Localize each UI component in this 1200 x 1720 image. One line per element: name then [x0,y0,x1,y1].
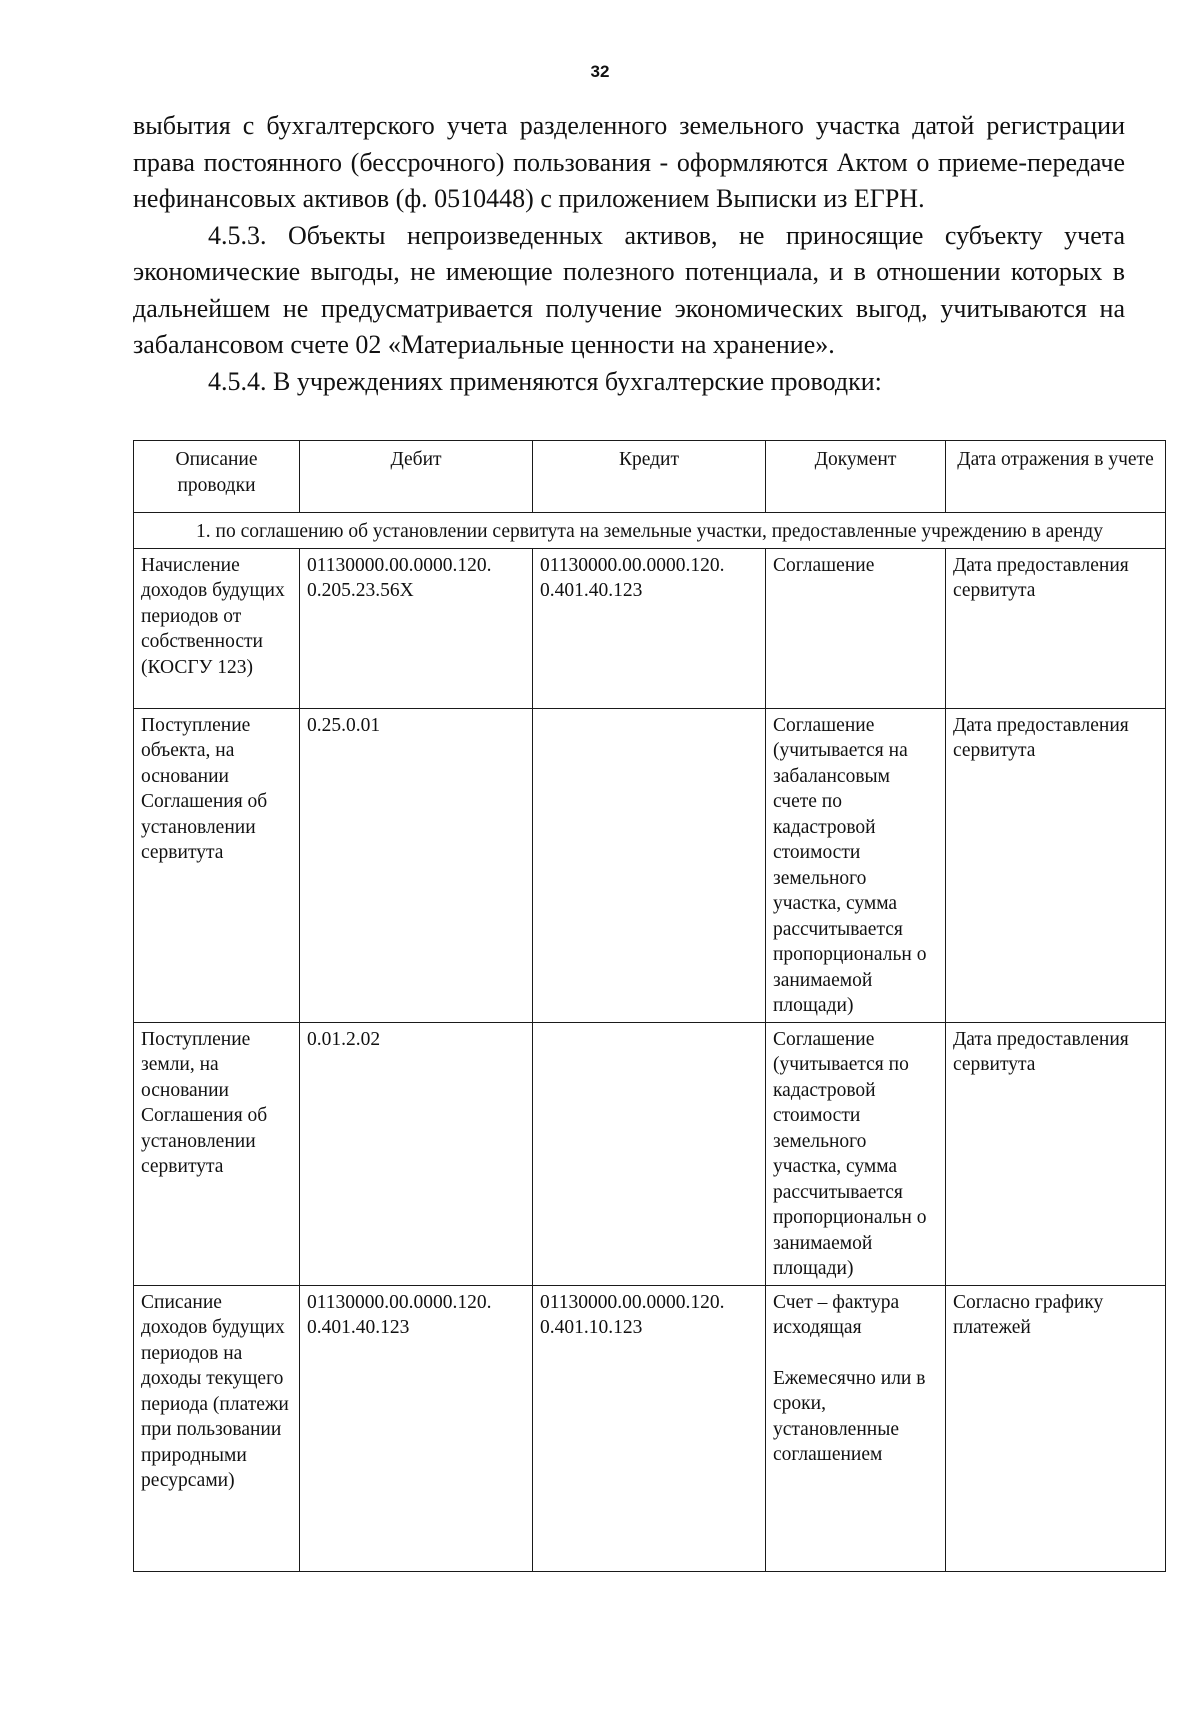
row-description: Поступление объекта, на основании Соглашения об установлении сервитута [134,708,300,1022]
postings-table [133,440,1166,1572]
row-date: Дата предоставления сервитута [946,548,1166,708]
row-credit: 01130000.00.0000.120. 0.401.40.123 [533,548,766,708]
row-document: Счет – фактура исходящая [773,1291,900,1338]
page-number: 32 [590,62,610,81]
header-credit: Кредит [533,441,766,513]
header-debit: Дебит [300,441,533,513]
row-description: Списание доходов будущих периодов на доходы текущего периода (платежи при пользовании природными ресурсами) [134,1285,300,1571]
table-header-row [134,441,1166,513]
row-document: Соглашение [766,548,946,708]
table-row [134,548,1166,708]
row-document: Соглашение (учитывается по кадастровой стоимости земельного участка, сумма рассчитывается пропорциональн о занимаемой площади) [766,1022,946,1285]
header-document: Документ [766,441,946,513]
row-credit [533,708,766,1022]
header-description: Описание проводки [134,441,300,513]
row-document: Соглашение (учитывается на забалансовым счете по кадастровой стоимости земельного участка, сумма рассчитывается пропорциональн о занимаемой площади) [766,708,946,1022]
paragraph-1: выбытия с бухгалтерского учета разделенного земельного участка датой регистрации права постоянного (бессрочного) пользования - оформляются Актом о приеме-передаче нефинансовых активов (ф. 0510448) с приложением Выписки из ЕГРН. [133,111,1125,213]
row-date: Дата предоставления сервитута [946,708,1166,1022]
postings-table-wrapper [133,440,1165,1572]
header-date: Дата отражения в учете [946,441,1166,513]
paragraph-2: 4.5.3. Объекты непроизведенных активов, не приносящие субъекту учета экономические выгоды, не имеющие полезного потенциала, и в отношении которых в дальнейшем не предусматривается получение экономических выгод, учитываются на забалансовом счете 02 «Материальные ценности на хранение». [133,220,1125,359]
row-debit: 01130000.00.0000.120. 0.401.40.123 [300,1285,533,1571]
row-debit: 0.01.2.02 [300,1022,533,1285]
section-title: 1. по соглашению об установлении сервитута на земельные участки, предоставленные учреждению в аренду [134,513,1166,549]
body-text [133,108,1125,400]
row-date: Согласно графику платежей [946,1285,1166,1571]
table-row [134,708,1166,1022]
row-document-note: Ежемесячно или в сроки, установленные соглашением [773,1367,926,1465]
row-debit: 01130000.00.0000.120. 0.205.23.56Х [300,548,533,708]
row-description: Начисление доходов будущих периодов от собственности (КОСГУ 123) [134,548,300,708]
paragraph-3: 4.5.4. В учреждениях применяются бухгалтерские проводки: [208,366,882,396]
table-row [134,1022,1166,1285]
row-credit: 01130000.00.0000.120. 0.401.10.123 [533,1285,766,1571]
row-date: Дата предоставления сервитута [946,1022,1166,1285]
row-document-cell [766,1285,946,1571]
row-description: Поступление земли, на основании Соглашения об установлении сервитута [134,1022,300,1285]
row-credit [533,1022,766,1285]
table-row [134,1285,1166,1571]
section-row [134,513,1166,549]
row-debit: 0.25.0.01 [300,708,533,1022]
